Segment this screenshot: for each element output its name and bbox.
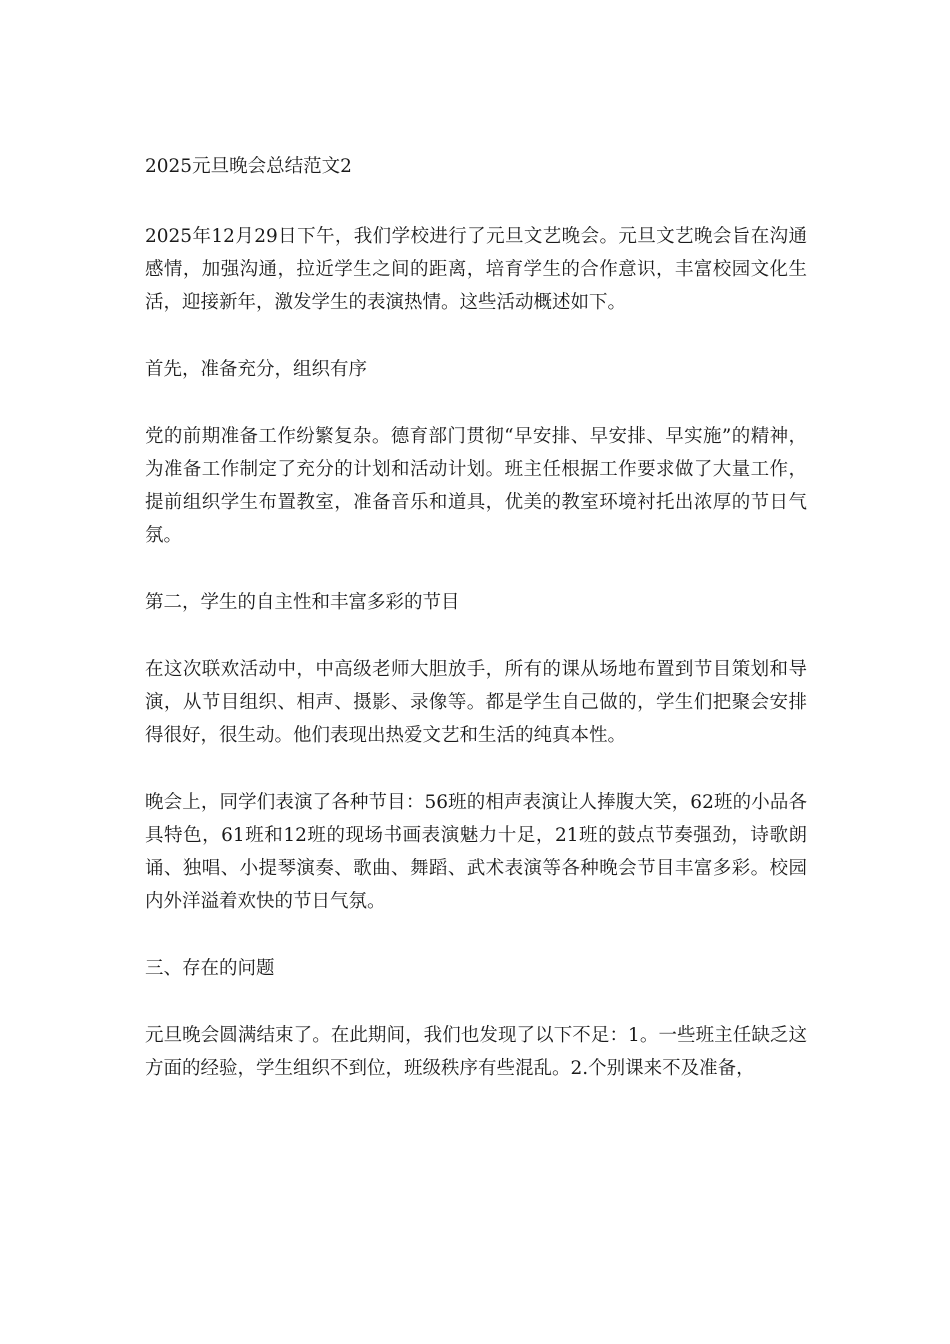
section-heading-programs: 第二，学生的自主性和丰富多彩的节目 <box>145 592 460 613</box>
paragraph-intro: 2025年12月29日下午，我们学校进行了元旦文艺晚会。元旦文艺晚会旨在沟通感情，加强沟通，拉近学生之间的距离，培育学生的合作意识，丰富校园文化生活，迎接新年，激发学生的表演热情。这些活动概述如下。 <box>145 226 807 313</box>
document-body <box>145 150 807 1119</box>
document-title: 2025元旦晚会总结范文2 <box>145 156 352 177</box>
paragraph-problems: 元旦晚会圆满结束了。在此期间，我们也发现了以下不足：1。一些班主任缺乏这方面的经验，学生组织不到位，班级秩序有些混乱。2.个别课来不及准备， <box>145 1025 807 1079</box>
section-heading-preparation: 首先，准备充分，组织有序 <box>145 359 368 380</box>
paragraph-student-autonomy: 在这次联欢活动中，中高级老师大胆放手，所有的课从场地布置到节目策划和导演，从节目组织、相声、摄影、录像等。都是学生自己做的，学生们把聚会安排得很好，很生动。他们表现出热爱文艺和生活的纯真本性。 <box>145 659 807 746</box>
paragraph-preparation: 党的前期准备工作纷繁复杂。德育部门贯彻“早安排、早安排、早实施”的精神，为准备工作制定了充分的计划和活动计划。班主任根据工作要求做了大量工作，提前组织学生布置教室，准备音乐和道具，优美的教室环境衬托出浓厚的节日气氛。 <box>145 426 807 546</box>
paragraph-performances: 晚会上，同学们表演了各种节目：56班的相声表演让人捧腹大笑，62班的小品各具特色，61班和12班的现场书画表演魅力十足，21班的鼓点节奏强劲，诗歌朗诵、独唱、小提琴演奏、歌曲、舞蹈、武术表演等各种晚会节目丰富多彩。校园内外洋溢着欢快的节日气氛。 <box>145 792 807 912</box>
section-heading-problems: 三、存在的问题 <box>145 958 275 979</box>
